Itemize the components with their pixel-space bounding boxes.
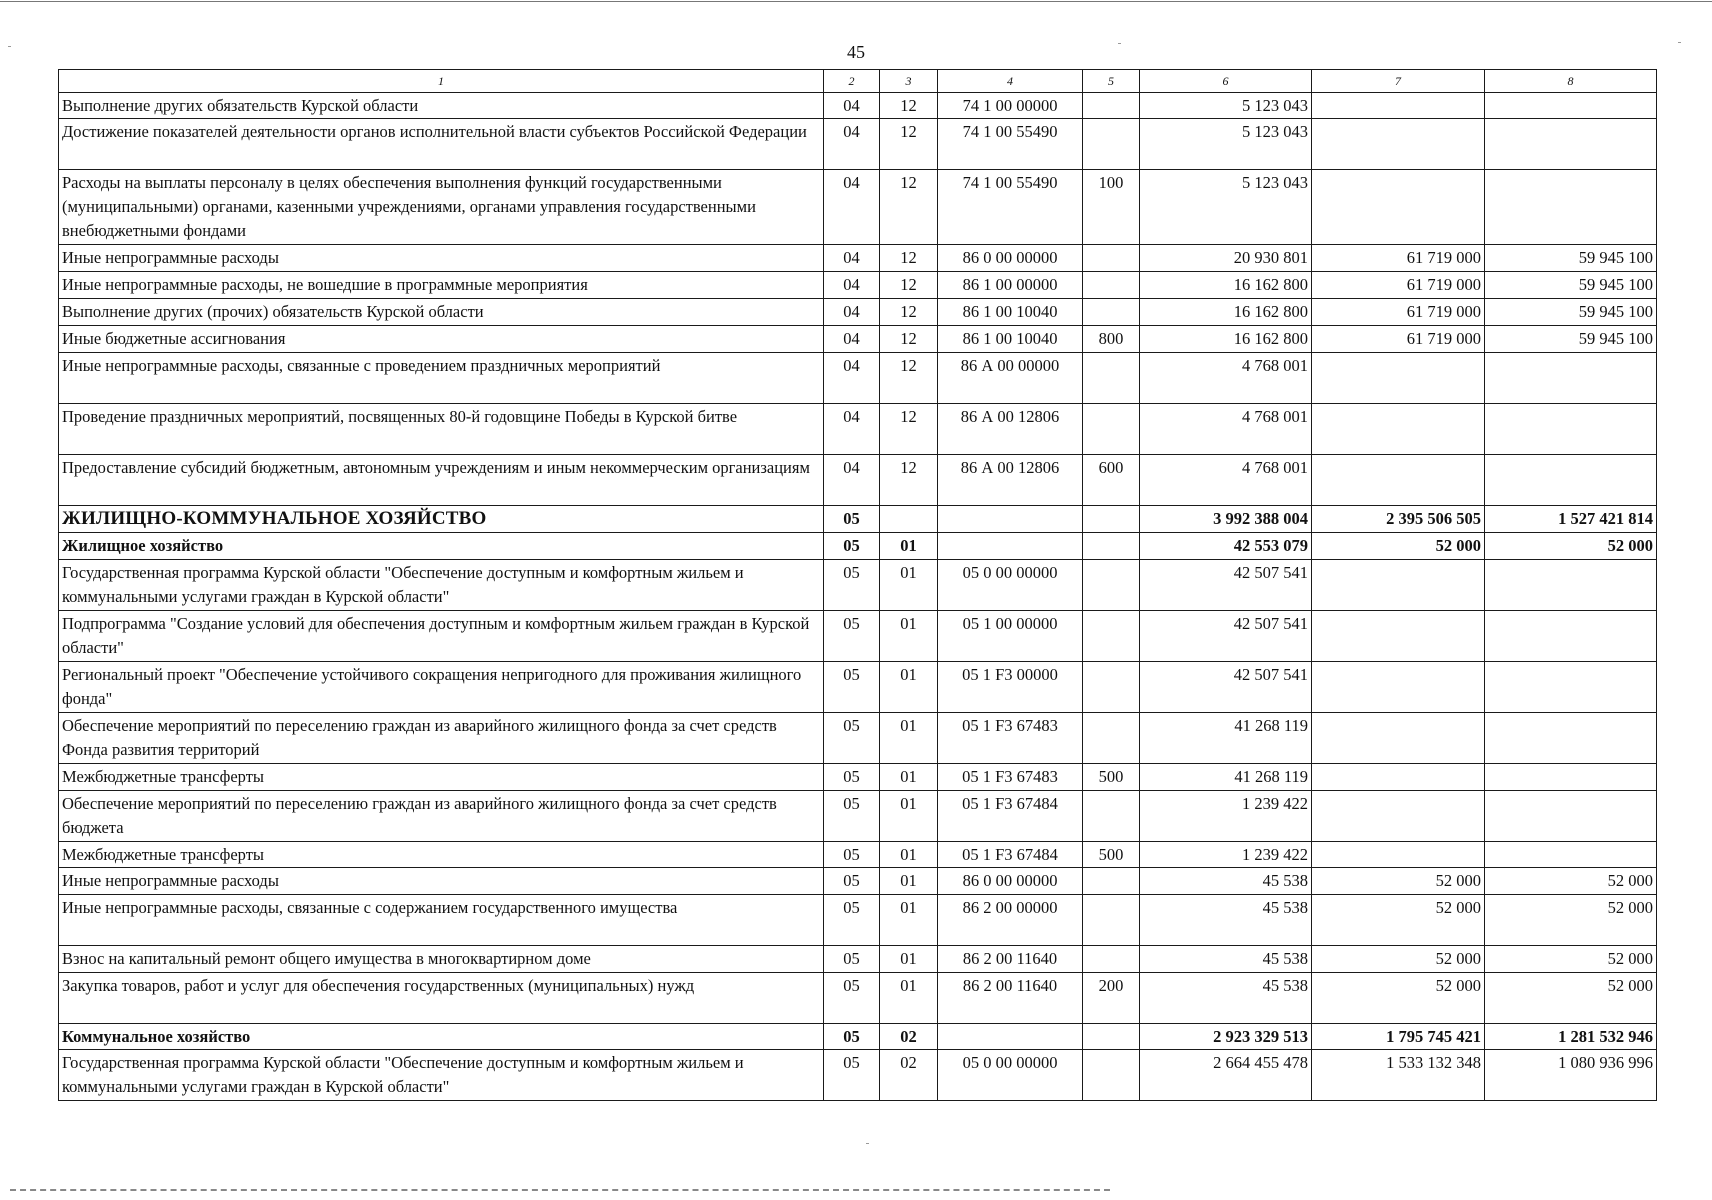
row-description: Иные непрограммные расходы, не вошедшие в программные мероприятия bbox=[59, 272, 824, 299]
expense-type-code bbox=[1083, 791, 1140, 842]
amount-col-7: 61 719 000 bbox=[1312, 272, 1485, 299]
section-code: 05 bbox=[824, 611, 880, 662]
subsection-code: 12 bbox=[880, 93, 938, 119]
expense-type-code bbox=[1083, 119, 1140, 170]
amount-col-6: 45 538 bbox=[1140, 973, 1312, 1024]
subsection-code: 01 bbox=[880, 713, 938, 764]
table-row bbox=[59, 299, 1657, 326]
expense-type-code: 200 bbox=[1083, 973, 1140, 1024]
amount-col-6: 42 553 079 bbox=[1140, 533, 1312, 560]
table-row bbox=[59, 455, 1657, 506]
amount-col-6: 4 768 001 bbox=[1140, 353, 1312, 404]
amount-col-7 bbox=[1312, 611, 1485, 662]
scan-speck bbox=[866, 1143, 869, 1144]
amount-col-7 bbox=[1312, 455, 1485, 506]
column-number: 8 bbox=[1485, 70, 1657, 93]
amount-col-8: 52 000 bbox=[1485, 973, 1657, 1024]
amount-col-8 bbox=[1485, 404, 1657, 455]
row-description: Проведение праздничных мероприятий, посвященных 80-й годовщине Победы в Курской битве bbox=[59, 404, 824, 455]
expense-type-code bbox=[1083, 611, 1140, 662]
target-article-code: 86 2 00 11640 bbox=[938, 973, 1083, 1024]
target-article-code: 74 1 00 55490 bbox=[938, 170, 1083, 245]
row-description: Взнос на капитальный ремонт общего имущества в многоквартирном доме bbox=[59, 946, 824, 973]
table-row bbox=[59, 245, 1657, 272]
subsection-code: 01 bbox=[880, 662, 938, 713]
budget-table bbox=[58, 69, 1657, 1101]
subsection-code: 01 bbox=[880, 533, 938, 560]
target-article-code: 86 0 00 00000 bbox=[938, 245, 1083, 272]
target-article-code: 05 1 F3 00000 bbox=[938, 662, 1083, 713]
amount-col-7: 52 000 bbox=[1312, 946, 1485, 973]
row-description: Государственная программа Курской области "Обеспечение доступным и комфортным жильем и коммунальными услугами граждан в Курской области" bbox=[59, 1050, 824, 1101]
amount-col-8 bbox=[1485, 662, 1657, 713]
amount-col-6: 2 664 455 478 bbox=[1140, 1050, 1312, 1101]
column-number: 4 bbox=[938, 70, 1083, 93]
table-row bbox=[59, 764, 1657, 791]
target-article-code: 86 1 00 10040 bbox=[938, 299, 1083, 326]
row-description: Обеспечение мероприятий по переселению граждан из аварийного жилищного фонда за счет средств бюджета bbox=[59, 791, 824, 842]
section-code: 04 bbox=[824, 93, 880, 119]
expense-type-code bbox=[1083, 662, 1140, 713]
subsection-code: 01 bbox=[880, 764, 938, 791]
amount-col-6: 5 123 043 bbox=[1140, 93, 1312, 119]
table-row bbox=[59, 353, 1657, 404]
table-row bbox=[59, 326, 1657, 353]
section-code: 05 bbox=[824, 662, 880, 713]
row-description: Иные непрограммные расходы bbox=[59, 868, 824, 895]
amount-col-8 bbox=[1485, 353, 1657, 404]
table-row bbox=[59, 272, 1657, 299]
amount-col-8 bbox=[1485, 764, 1657, 791]
target-article-code: 05 1 F3 67484 bbox=[938, 791, 1083, 842]
amount-col-6: 5 123 043 bbox=[1140, 170, 1312, 245]
subsection-code: 01 bbox=[880, 895, 938, 946]
amount-col-7: 61 719 000 bbox=[1312, 326, 1485, 353]
table-row bbox=[59, 946, 1657, 973]
target-article-code: 86 1 00 10040 bbox=[938, 326, 1083, 353]
table-row bbox=[59, 868, 1657, 895]
target-article-code: 86 А 00 12806 bbox=[938, 404, 1083, 455]
table-row bbox=[59, 895, 1657, 946]
amount-col-7: 1 795 745 421 bbox=[1312, 1024, 1485, 1050]
amount-col-8 bbox=[1485, 842, 1657, 868]
amount-col-6: 45 538 bbox=[1140, 895, 1312, 946]
expense-type-code bbox=[1083, 506, 1140, 533]
expense-type-code bbox=[1083, 533, 1140, 560]
subsection-code: 12 bbox=[880, 119, 938, 170]
subsection-code: 01 bbox=[880, 611, 938, 662]
amount-col-7: 52 000 bbox=[1312, 973, 1485, 1024]
section-code: 05 bbox=[824, 895, 880, 946]
column-number: 3 bbox=[880, 70, 938, 93]
target-article-code: 05 1 F3 67484 bbox=[938, 842, 1083, 868]
section-code: 05 bbox=[824, 946, 880, 973]
amount-col-8 bbox=[1485, 455, 1657, 506]
amount-col-6: 42 507 541 bbox=[1140, 611, 1312, 662]
table-row bbox=[59, 560, 1657, 611]
amount-col-8: 59 945 100 bbox=[1485, 245, 1657, 272]
expense-type-code: 500 bbox=[1083, 764, 1140, 791]
row-description: Межбюджетные трансферты bbox=[59, 842, 824, 868]
amount-col-6: 1 239 422 bbox=[1140, 791, 1312, 842]
expense-type-code bbox=[1083, 353, 1140, 404]
scan-speck bbox=[1118, 43, 1121, 44]
table-row bbox=[59, 842, 1657, 868]
amount-col-8 bbox=[1485, 560, 1657, 611]
target-article-code: 86 А 00 12806 bbox=[938, 455, 1083, 506]
amount-col-6: 3 992 388 004 bbox=[1140, 506, 1312, 533]
section-code: 05 bbox=[824, 1024, 880, 1050]
amount-col-6: 5 123 043 bbox=[1140, 119, 1312, 170]
table-row bbox=[59, 662, 1657, 713]
section-code: 04 bbox=[824, 353, 880, 404]
subsection-code: 12 bbox=[880, 353, 938, 404]
target-article-code: 86 0 00 00000 bbox=[938, 868, 1083, 895]
amount-col-6: 2 923 329 513 bbox=[1140, 1024, 1312, 1050]
section-code: 05 bbox=[824, 713, 880, 764]
section-code: 05 bbox=[824, 868, 880, 895]
amount-col-8: 59 945 100 bbox=[1485, 326, 1657, 353]
amount-col-7 bbox=[1312, 662, 1485, 713]
row-description: Иные бюджетные ассигнования bbox=[59, 326, 824, 353]
section-code: 05 bbox=[824, 842, 880, 868]
column-number: 2 bbox=[824, 70, 880, 93]
amount-col-7 bbox=[1312, 560, 1485, 611]
subsection-code bbox=[880, 506, 938, 533]
amount-col-6: 42 507 541 bbox=[1140, 560, 1312, 611]
row-description: Закупка товаров, работ и услуг для обеспечения государственных (муниципальных) нужд bbox=[59, 973, 824, 1024]
table-row bbox=[59, 611, 1657, 662]
amount-col-6: 45 538 bbox=[1140, 946, 1312, 973]
subsection-code: 01 bbox=[880, 868, 938, 895]
column-number: 6 bbox=[1140, 70, 1312, 93]
row-description: Выполнение других обязательств Курской области bbox=[59, 93, 824, 119]
row-description: Иные непрограммные расходы bbox=[59, 245, 824, 272]
amount-col-8: 1 080 936 996 bbox=[1485, 1050, 1657, 1101]
column-number-row bbox=[59, 70, 1657, 93]
section-code: 05 bbox=[824, 560, 880, 611]
row-description: Жилищное хозяйство bbox=[59, 533, 824, 560]
subsection-code: 01 bbox=[880, 946, 938, 973]
amount-col-6: 4 768 001 bbox=[1140, 455, 1312, 506]
bottom-scan-edge bbox=[10, 1189, 1110, 1191]
section-code: 04 bbox=[824, 170, 880, 245]
target-article-code: 05 1 F3 67483 bbox=[938, 713, 1083, 764]
expense-type-code bbox=[1083, 272, 1140, 299]
amount-col-6: 42 507 541 bbox=[1140, 662, 1312, 713]
amount-col-6: 1 239 422 bbox=[1140, 842, 1312, 868]
amount-col-7: 61 719 000 bbox=[1312, 299, 1485, 326]
section-code: 05 bbox=[824, 533, 880, 560]
row-description: Выполнение других (прочих) обязательств Курской области bbox=[59, 299, 824, 326]
amount-col-8: 1 527 421 814 bbox=[1485, 506, 1657, 533]
top-scan-edge bbox=[0, 1, 1712, 2]
target-article-code: 74 1 00 55490 bbox=[938, 119, 1083, 170]
section-code: 04 bbox=[824, 272, 880, 299]
expense-type-code bbox=[1083, 946, 1140, 973]
expense-type-code bbox=[1083, 713, 1140, 764]
subsection-code: 12 bbox=[880, 272, 938, 299]
target-article-code: 05 0 00 00000 bbox=[938, 1050, 1083, 1101]
section-code: 04 bbox=[824, 326, 880, 353]
subsection-code: 12 bbox=[880, 404, 938, 455]
column-number: 5 bbox=[1083, 70, 1140, 93]
amount-col-6: 41 268 119 bbox=[1140, 713, 1312, 764]
column-number: 7 bbox=[1312, 70, 1485, 93]
section-code: 05 bbox=[824, 1050, 880, 1101]
subsection-code: 12 bbox=[880, 245, 938, 272]
amount-col-7 bbox=[1312, 353, 1485, 404]
expense-type-code: 100 bbox=[1083, 170, 1140, 245]
row-description: Достижение показателей деятельности органов исполнительной власти субъектов Российской Федерации bbox=[59, 119, 824, 170]
table-row bbox=[59, 791, 1657, 842]
expense-type-code bbox=[1083, 245, 1140, 272]
subsection-code: 02 bbox=[880, 1024, 938, 1050]
target-article-code: 86 2 00 00000 bbox=[938, 895, 1083, 946]
expense-type-code: 500 bbox=[1083, 842, 1140, 868]
target-article-code bbox=[938, 506, 1083, 533]
amount-col-6: 20 930 801 bbox=[1140, 245, 1312, 272]
expense-type-code bbox=[1083, 1024, 1140, 1050]
amount-col-6: 4 768 001 bbox=[1140, 404, 1312, 455]
table-row bbox=[59, 93, 1657, 119]
amount-col-7 bbox=[1312, 713, 1485, 764]
scan-speck bbox=[8, 46, 11, 47]
target-article-code: 86 2 00 11640 bbox=[938, 946, 1083, 973]
subsection-code: 02 bbox=[880, 1050, 938, 1101]
amount-col-8: 59 945 100 bbox=[1485, 272, 1657, 299]
subsection-code: 12 bbox=[880, 299, 938, 326]
table-row bbox=[59, 1024, 1657, 1050]
amount-col-8 bbox=[1485, 611, 1657, 662]
amount-col-8 bbox=[1485, 170, 1657, 245]
row-description: ЖИЛИЩНО-КОММУНАЛЬНОЕ ХОЗЯЙСТВО bbox=[59, 506, 824, 533]
section-code: 04 bbox=[824, 299, 880, 326]
row-description: Иные непрограммные расходы, связанные с проведением праздничных мероприятий bbox=[59, 353, 824, 404]
expense-type-code bbox=[1083, 560, 1140, 611]
row-description: Межбюджетные трансферты bbox=[59, 764, 824, 791]
expense-type-code bbox=[1083, 868, 1140, 895]
row-description: Расходы на выплаты персоналу в целях обеспечения выполнения функций государственными (муниципальными) органами, казенными учреждениями, органами управления государственными внебюджетными фондами bbox=[59, 170, 824, 245]
amount-col-7: 52 000 bbox=[1312, 868, 1485, 895]
section-code: 05 bbox=[824, 791, 880, 842]
target-article-code: 05 1 00 00000 bbox=[938, 611, 1083, 662]
amount-col-7 bbox=[1312, 764, 1485, 791]
amount-col-7: 52 000 bbox=[1312, 533, 1485, 560]
amount-col-7 bbox=[1312, 791, 1485, 842]
page-number: 45 bbox=[847, 42, 865, 62]
table-row bbox=[59, 713, 1657, 764]
subsection-code: 12 bbox=[880, 326, 938, 353]
section-code: 05 bbox=[824, 764, 880, 791]
amount-col-8: 52 000 bbox=[1485, 868, 1657, 895]
table-row bbox=[59, 119, 1657, 170]
row-description: Коммунальное хозяйство bbox=[59, 1024, 824, 1050]
section-code: 04 bbox=[824, 245, 880, 272]
column-number: 1 bbox=[59, 70, 824, 93]
scan-speck bbox=[1678, 42, 1681, 43]
target-article-code: 86 А 00 00000 bbox=[938, 353, 1083, 404]
expense-type-code: 800 bbox=[1083, 326, 1140, 353]
table-row bbox=[59, 404, 1657, 455]
target-article-code: 86 1 00 00000 bbox=[938, 272, 1083, 299]
subsection-code: 01 bbox=[880, 560, 938, 611]
amount-col-6: 16 162 800 bbox=[1140, 272, 1312, 299]
target-article-code: 74 1 00 00000 bbox=[938, 93, 1083, 119]
table-row bbox=[59, 170, 1657, 245]
row-description: Подпрограмма "Создание условий для обеспечения доступным и комфортным жильем граждан в Курской области" bbox=[59, 611, 824, 662]
table-row bbox=[59, 533, 1657, 560]
amount-col-7 bbox=[1312, 93, 1485, 119]
subsection-code: 01 bbox=[880, 791, 938, 842]
amount-col-7 bbox=[1312, 842, 1485, 868]
subsection-code: 01 bbox=[880, 842, 938, 868]
amount-col-8: 52 000 bbox=[1485, 895, 1657, 946]
amount-col-6: 16 162 800 bbox=[1140, 299, 1312, 326]
section-code: 04 bbox=[824, 455, 880, 506]
target-article-code: 05 1 F3 67483 bbox=[938, 764, 1083, 791]
amount-col-6: 45 538 bbox=[1140, 868, 1312, 895]
amount-col-7 bbox=[1312, 170, 1485, 245]
amount-col-8 bbox=[1485, 93, 1657, 119]
expense-type-code bbox=[1083, 404, 1140, 455]
expense-type-code bbox=[1083, 93, 1140, 119]
amount-col-8: 59 945 100 bbox=[1485, 299, 1657, 326]
expense-type-code bbox=[1083, 1050, 1140, 1101]
target-article-code: 05 0 00 00000 bbox=[938, 560, 1083, 611]
table-row bbox=[59, 1050, 1657, 1101]
section-code: 05 bbox=[824, 973, 880, 1024]
amount-col-7: 52 000 bbox=[1312, 895, 1485, 946]
row-description: Государственная программа Курской области "Обеспечение доступным и комфортным жильем и коммунальными услугами граждан в Курской области" bbox=[59, 560, 824, 611]
section-code: 04 bbox=[824, 119, 880, 170]
amount-col-8: 52 000 bbox=[1485, 533, 1657, 560]
section-code: 04 bbox=[824, 404, 880, 455]
expense-type-code: 600 bbox=[1083, 455, 1140, 506]
row-description: Обеспечение мероприятий по переселению граждан из аварийного жилищного фонда за счет средств Фонда развития территорий bbox=[59, 713, 824, 764]
amount-col-6: 41 268 119 bbox=[1140, 764, 1312, 791]
amount-col-8: 1 281 532 946 bbox=[1485, 1024, 1657, 1050]
target-article-code bbox=[938, 533, 1083, 560]
subsection-code: 12 bbox=[880, 455, 938, 506]
amount-col-6: 16 162 800 bbox=[1140, 326, 1312, 353]
amount-col-7 bbox=[1312, 119, 1485, 170]
row-description: Региональный проект "Обеспечение устойчивого сокращения непригодного для проживания жилищного фонда" bbox=[59, 662, 824, 713]
table-row bbox=[59, 973, 1657, 1024]
amount-col-7: 61 719 000 bbox=[1312, 245, 1485, 272]
subsection-code: 12 bbox=[880, 170, 938, 245]
subsection-code: 01 bbox=[880, 973, 938, 1024]
amount-col-7: 2 395 506 505 bbox=[1312, 506, 1485, 533]
row-description: Предоставление субсидий бюджетным, автономным учреждениям и иным некоммерческим организациям bbox=[59, 455, 824, 506]
table-row bbox=[59, 506, 1657, 533]
amount-col-8: 52 000 bbox=[1485, 946, 1657, 973]
row-description: Иные непрограммные расходы, связанные с содержанием государственного имущества bbox=[59, 895, 824, 946]
amount-col-8 bbox=[1485, 713, 1657, 764]
amount-col-7 bbox=[1312, 404, 1485, 455]
expense-type-code bbox=[1083, 299, 1140, 326]
amount-col-8 bbox=[1485, 791, 1657, 842]
amount-col-7: 1 533 132 348 bbox=[1312, 1050, 1485, 1101]
target-article-code bbox=[938, 1024, 1083, 1050]
section-code: 05 bbox=[824, 506, 880, 533]
amount-col-8 bbox=[1485, 119, 1657, 170]
expense-type-code bbox=[1083, 895, 1140, 946]
